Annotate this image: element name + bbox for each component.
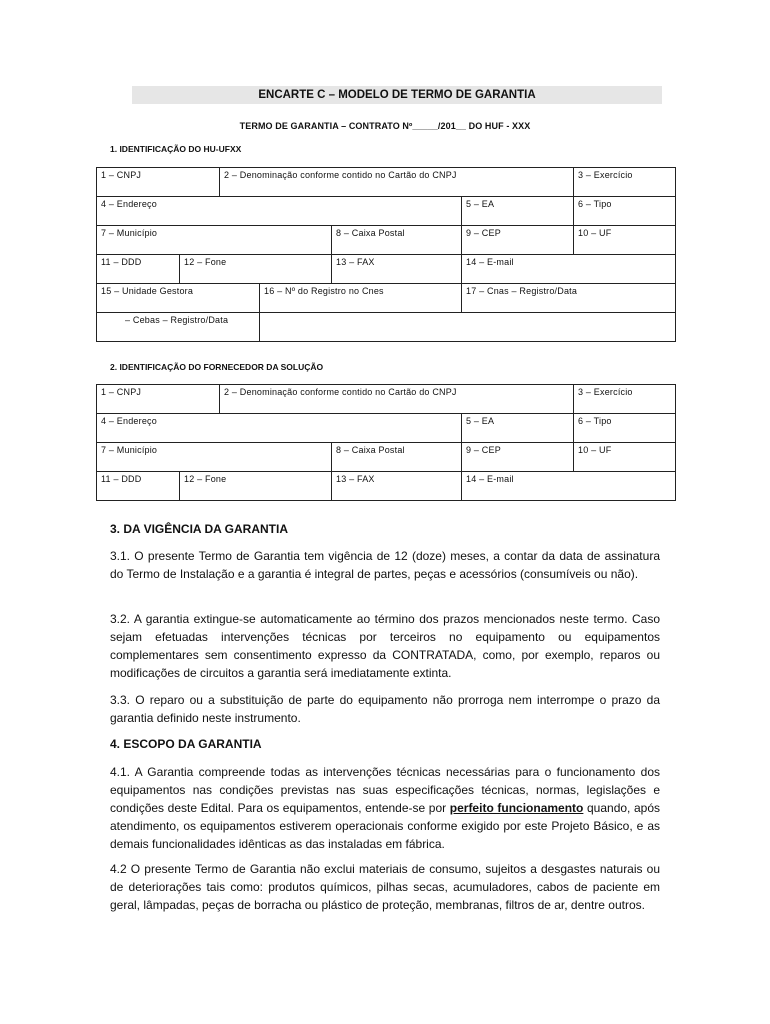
table-cell: 2 – Denominação conforme contido no Cartão do CNPJ <box>219 168 573 196</box>
table-cell: 17 – Cnas – Registro/Data <box>461 284 677 312</box>
table-cell: 2 – Denominação conforme contido no Cartão do CNPJ <box>219 385 573 413</box>
table-row <box>96 284 676 313</box>
table-cell: 6 – Tipo <box>573 197 677 225</box>
table-cell: 5 – EA <box>461 414 573 442</box>
table-cell: 12 – Fone <box>179 472 331 500</box>
table-cell: 16 – Nº do Registro no Cnes <box>259 284 461 312</box>
table-cell: 13 – FAX <box>331 472 461 500</box>
table-cell: 12 – Fone <box>179 255 331 283</box>
table-cell: 8 – Caixa Postal <box>331 226 461 254</box>
paragraph-4-1-text: 4.1. A Garantia compreende todas as intervenções técnicas necessárias para o funcionamento dos equipamentos nas condições previstas nas suas especificações técnicas, normas, legislações e condições deste Edital. Para os equipamentos, entende-se por <box>110 765 660 815</box>
table-cell: 7 – Município <box>101 228 158 238</box>
table-cell: 3 – Exercício <box>573 385 677 413</box>
table-cell: 7 – Município <box>101 445 158 455</box>
table-cell: 10 – UF <box>573 443 677 471</box>
table-cell: 8 – Caixa Postal <box>331 443 461 471</box>
paragraph-4-2: 4.2 O presente Termo de Garantia não exclui materiais de consumo, sujeitos a desgastes naturais ou de deteriorações tais como: produtos químicos, pilhas secas, acumuladores, cabos de paciente em geral, lâmpadas, peças de borracha ou plástico de proteção, membranas, filtros de ar, dentre outros. <box>110 862 660 912</box>
table-cell: 4 – Endereço <box>101 199 157 209</box>
table-cell: 1 – CNPJ <box>101 170 142 180</box>
paragraph-4-1-text-end: quando, após atendimento, os equipamentos estiverem operacionais conforme exigido por este Projeto Básico, e as demais funcionalidades idênticas as das instaladas em fábrica. <box>110 801 661 851</box>
table-cell: 13 – FAX <box>331 255 461 283</box>
section1-title: 1. IDENTIFICAÇÃO DO HU-UFXX <box>110 144 242 154</box>
table-cell: 3 – Exercício <box>573 168 677 196</box>
table-cell: 14 – E-mail <box>461 472 677 500</box>
table-cell: 5 – EA <box>461 197 573 225</box>
table-cell: 1 – CNPJ <box>101 387 142 397</box>
table-cell: 15 – Unidade Gestora <box>101 286 194 296</box>
section2-title: 2. IDENTIFICAÇÃO DO FORNECEDOR DA SOLUÇÃO <box>110 362 324 372</box>
table-row <box>96 384 676 414</box>
table-row <box>96 255 676 284</box>
table-cell <box>259 313 677 341</box>
table-cell: 10 – UF <box>573 226 677 254</box>
document-subtitle: TERMO DE GARANTIA – CONTRATO Nº_____/201__ DO HUF - XXX <box>239 121 531 131</box>
table-cell: 4 – Endereço <box>101 416 157 426</box>
section4-title: 4. ESCOPO DA GARANTIA <box>110 737 262 751</box>
paragraph-3-1: 3.1. O presente Termo de Garantia tem vigência de 12 (doze) meses, a contar da data de assinatura do Termo de Instalação e a garantia é integral de partes, peças e acessórios (consumíveis ou não). <box>110 549 660 581</box>
table-row <box>96 313 676 342</box>
section1-table <box>96 167 676 342</box>
section3-title: 3. DA VIGÊNCIA DA GARANTIA <box>110 522 289 536</box>
paragraph-3-2: 3.2. A garantia extingue-se automaticamente ao término dos prazos mencionados neste termo. Caso sejam efetuadas intervenções técnicas por terceiros no equipamento ou equipamentos complementares sem consentimento expresso da CONTRATADA, como, por exemplo, reparos ou modificações de circuitos a garantia será imediatamente extinta. <box>110 612 660 680</box>
table-cell: 11 – DDD <box>101 257 142 267</box>
emphasis-perfeito-funcionamento: perfeito funcionamento <box>449 801 584 815</box>
table-row <box>96 167 676 197</box>
table-cell: 11 – DDD <box>101 474 142 484</box>
table-cell: 14 – E-mail <box>461 255 677 283</box>
table-cell: – Cebas – Registro/Data <box>125 315 229 325</box>
table-row <box>96 197 676 226</box>
paragraph-4-1 <box>110 763 660 853</box>
table-row <box>96 443 676 472</box>
paragraph-3-3: 3.3. O reparo ou a substituição de parte do equipamento não prorroga nem interrompe o prazo da garantia definido neste instrumento. <box>110 693 660 725</box>
table-cell: 9 – CEP <box>461 226 573 254</box>
table-row <box>96 472 676 501</box>
table-row <box>96 226 676 255</box>
table-cell: 9 – CEP <box>461 443 573 471</box>
table-row <box>96 414 676 443</box>
table-cell: 6 – Tipo <box>573 414 677 442</box>
section2-table <box>96 384 676 501</box>
document-title: ENCARTE C – MODELO DE TERMO DE GARANTIA <box>132 86 662 104</box>
